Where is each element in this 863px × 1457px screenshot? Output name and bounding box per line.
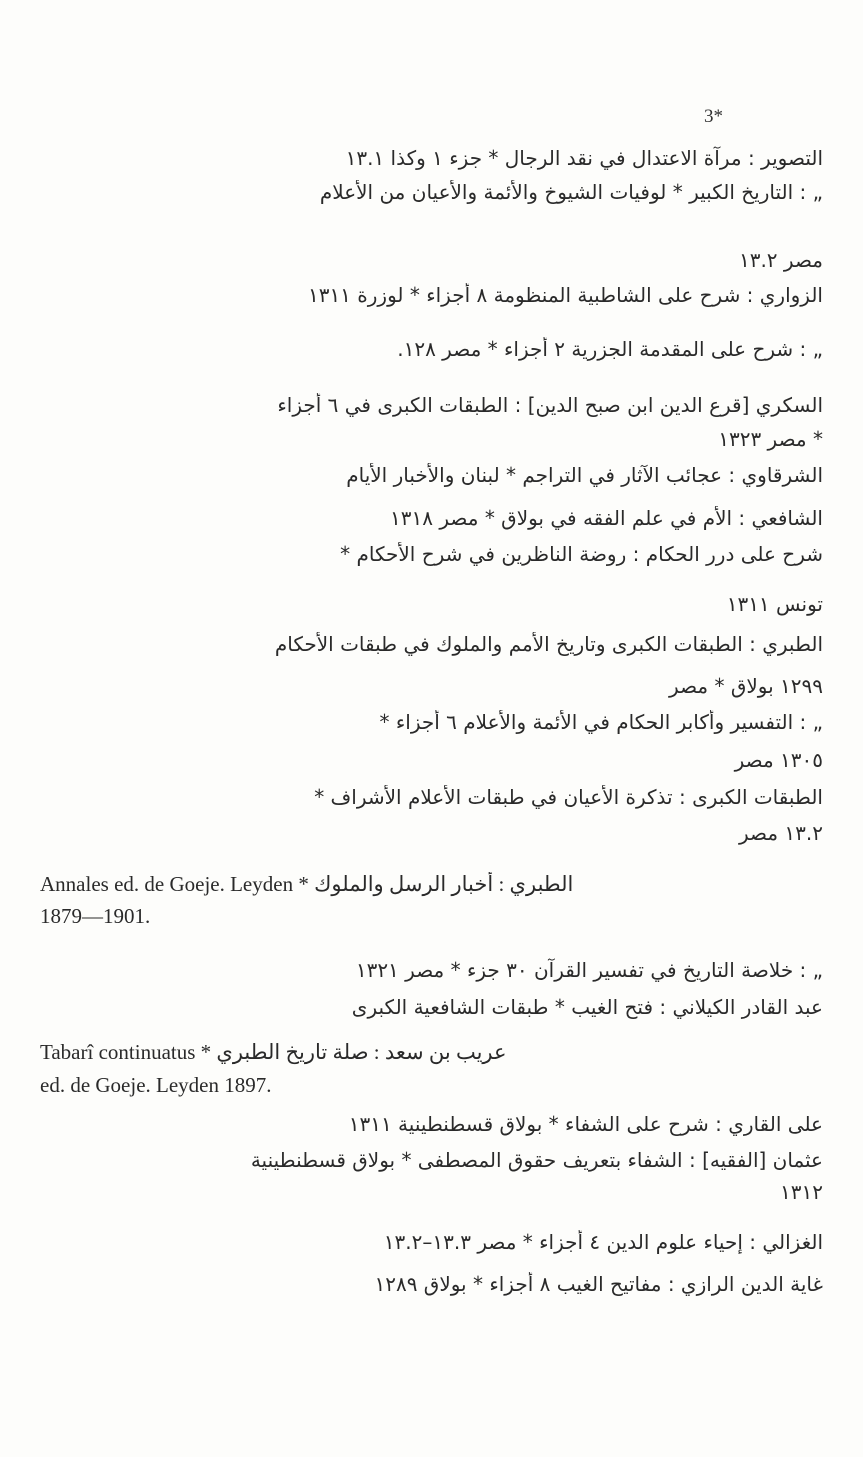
text-line: 1879—1901.	[40, 904, 151, 928]
text-line: ١٣١٢	[780, 1180, 823, 1204]
text-line: ١٢٩٩ بولاق * مصر	[669, 674, 823, 698]
text-line: الغزالي : إحياء علوم الدين ٤ أجزاء * مصر ١٣.٣–١٣.٢	[383, 1230, 823, 1254]
text-line: „ : التفسير وأكابر الحكام في الأئمة والأعلام ٦ أجزاء *	[379, 710, 823, 734]
text-line: عبد القادر الكيلاني : فتح الغيب * طبقات الشافعية الكبرى	[351, 995, 823, 1019]
text-line: الطبقات الكبرى : تذكرة الأعيان في طبقات الأعلام الأشراف *	[314, 785, 823, 809]
text-line: „ : شرح على المقدمة الجزرية ٢ أجزاء * مصر ١٢٨.	[397, 337, 823, 361]
text-line: الشافعي : الأم في علم الفقه في بولاق * مصر ١٣١٨	[390, 506, 823, 530]
text-line: Annales ed. de Goeje. Leyden * الطبري : أخبار الرسل والملوك	[40, 872, 574, 896]
text-line: ١٣٠٥ مصر	[734, 748, 823, 772]
text-line: التصوير : مرآة الاعتدال في نقد الرجال * جزء ١ وكذا ١٣.١	[345, 146, 823, 170]
signature-mark: 3*	[704, 106, 723, 127]
text-line: شرح على درر الحكام : روضة الناظرين في شرح الأحكام *	[340, 542, 823, 566]
text-line: الزواري : شرح على الشاطبية المنظومة ٨ أجزاء * لوزرة ١٣١١	[307, 283, 823, 307]
text-line: الطبري : الطبقات الكبرى وتاريخ الأمم والملوك في طبقات الأحكام	[274, 632, 823, 656]
text-line: تونس ١٣١١	[726, 592, 823, 616]
text-line: Tabarî continuatus * عريب بن سعد : صلة تاريخ الطبري	[40, 1040, 507, 1064]
text-line: ١٣.٢ مصر	[738, 821, 823, 845]
text-line: غاية الدين الرازي : مفاتيح الغيب ٨ أجزاء * بولاق ١٢٨٩	[374, 1272, 823, 1296]
text-line: الشرقاوي : عجائب الآثار في التراجم * لبنان والأخبار الأيام	[346, 463, 823, 487]
text-line: „ : التاريخ الكبير * لوفيات الشيوخ والأئمة والأعيان من الأعلام	[319, 180, 823, 204]
text-line: مصر ١٣.٢	[738, 248, 823, 272]
text-line: على القاري : شرح على الشفاء * بولاق قسطنطينية ١٣١١	[348, 1112, 823, 1136]
text-line: ed. de Goeje. Leyden 1897.	[40, 1073, 272, 1097]
text-line: السكري [قرع الدين ابن صبح الدين] : الطبقات الكبرى في ٦ أجزاء	[277, 393, 823, 417]
text-line: عثمان [الفقيه] : الشفاء بتعريف حقوق المصطفى * بولاق قسطنطينية	[250, 1148, 823, 1172]
text-line: * مصر ١٣٢٣	[718, 427, 823, 451]
text-line: „ : خلاصة التاريخ في تفسير القرآن ٣٠ جزء * مصر ١٣٢١	[355, 958, 823, 982]
